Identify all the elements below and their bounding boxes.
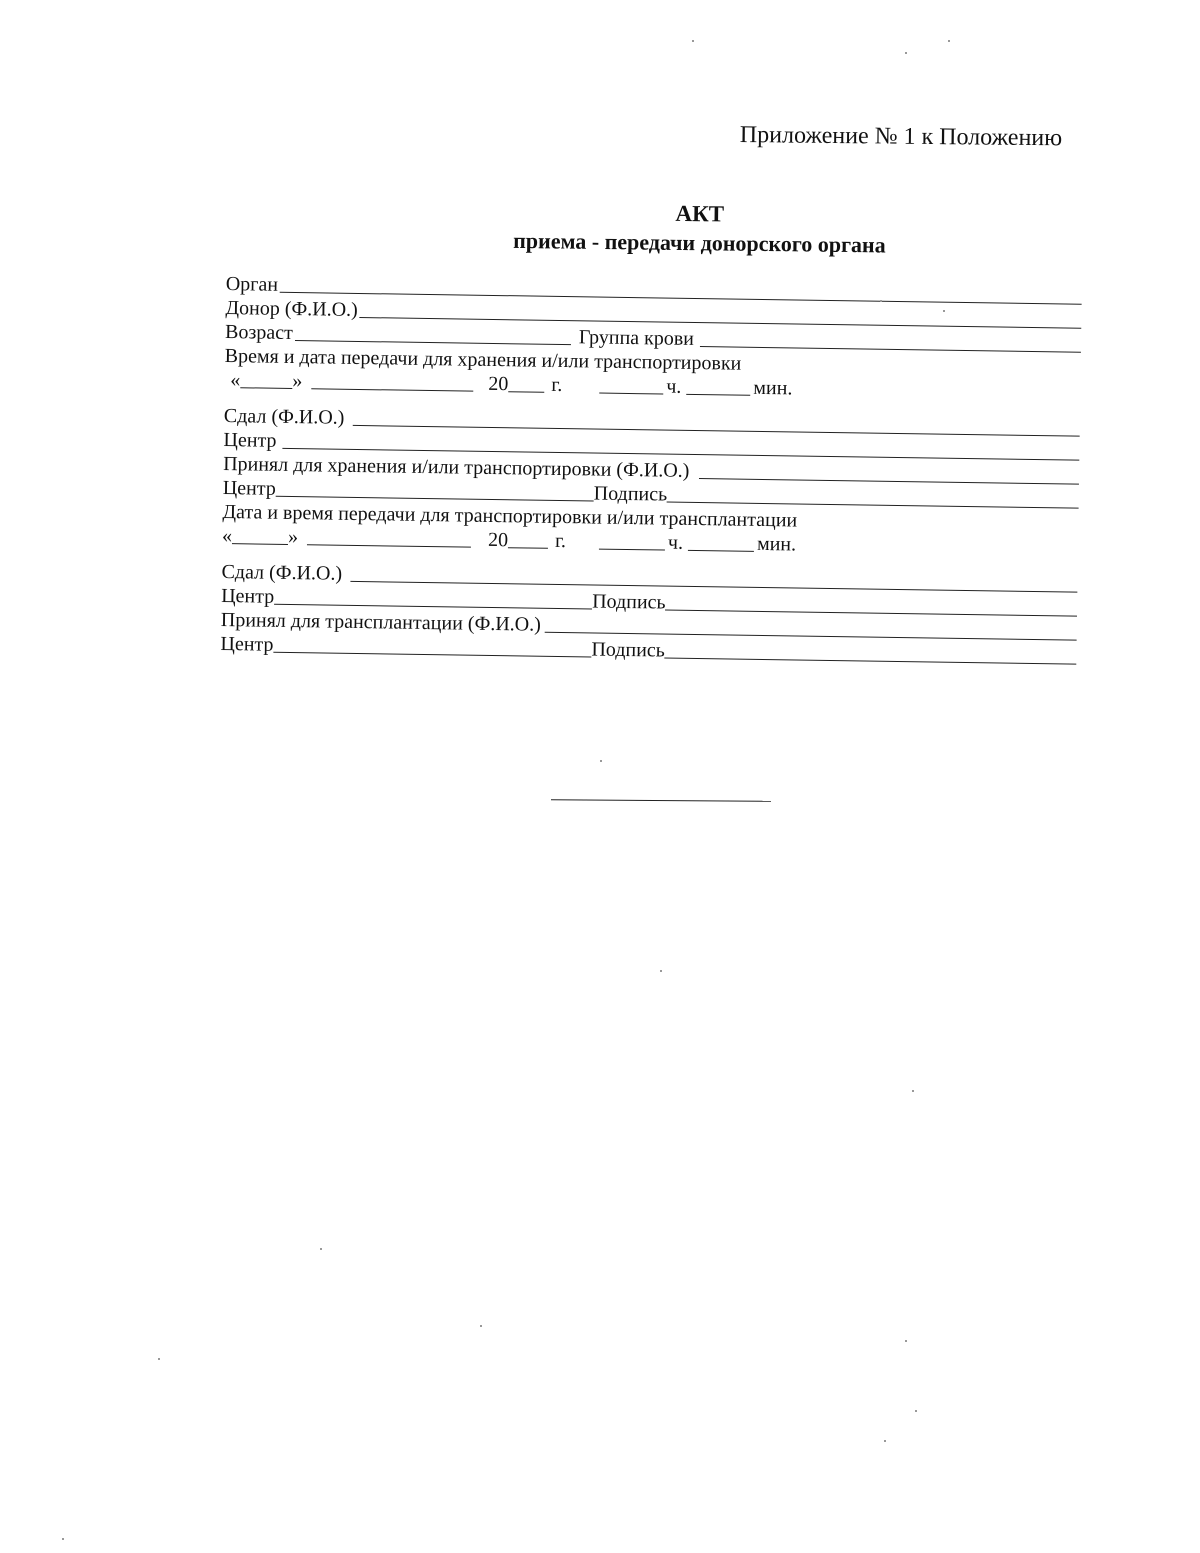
scan-speck: [158, 1358, 160, 1360]
center-label-3: Центр: [221, 584, 275, 608]
age-label: Возраст: [224, 320, 294, 344]
date2-open-quote: «: [221, 524, 233, 548]
donor-label: Донор (Ф.И.О.): [225, 296, 358, 321]
date2-month-field[interactable]: [307, 543, 471, 547]
closing-divider: [551, 799, 771, 802]
organ-label: Орган: [225, 272, 279, 296]
scan-speck: [905, 52, 907, 54]
scan-speck: [915, 1410, 917, 1412]
document-subtitle: приема - передачи донорского органа: [513, 227, 886, 258]
center-label-4: Центр: [220, 632, 274, 656]
handed-over-label-2: Сдал (Ф.И.О.): [221, 560, 343, 585]
center-field-4[interactable]: [273, 651, 591, 658]
date2-year-field[interactable]: [508, 546, 548, 549]
scan-speck: [905, 1340, 907, 1342]
date1-hours-field[interactable]: [599, 392, 663, 395]
document-title-block: [439, 196, 960, 260]
accepted-storage-label: Принял для хранения и/или транспортировки (Ф.И.О.): [222, 452, 690, 482]
age-field-line[interactable]: [295, 339, 571, 345]
signature-label-3: Подпись: [592, 590, 666, 614]
date2-year-prefix: 20: [487, 528, 509, 552]
scan-speck: [62, 1538, 64, 1540]
scan-speck: [880, 300, 882, 302]
date2-hours-label: ч.: [667, 531, 684, 554]
blood-group-label: Группа крови: [578, 326, 695, 350]
date1-minutes-label: мин.: [753, 376, 793, 400]
scan-speck: [480, 1325, 482, 1327]
scan-speck: [943, 310, 945, 312]
scan-speck: [912, 1090, 914, 1092]
date1-year-prefix: 20: [488, 372, 509, 396]
date1-close-quote: »: [292, 369, 303, 393]
center-field-3[interactable]: [274, 603, 592, 610]
date1-year-field[interactable]: [508, 390, 544, 393]
date2-hours-field[interactable]: [599, 548, 665, 551]
date1-open-quote: «: [230, 369, 241, 392]
date2-close-quote: »: [287, 525, 299, 549]
date1-day-field[interactable]: [240, 386, 292, 389]
signature-label-4: Подпись: [591, 638, 666, 662]
accepted-transplant-label: Принял для трансплантации (Ф.И.О.): [220, 608, 542, 636]
center-label-2: Центр: [222, 476, 276, 500]
scan-speck: [948, 40, 950, 42]
scan-speck: [660, 970, 662, 972]
document-title: АКТ: [675, 200, 725, 227]
center-label-1: Центр: [223, 428, 277, 452]
transplant-time-label: Дата и время передачи для транспортировки и/или трансплантации: [222, 500, 798, 532]
scan-speck: [692, 40, 694, 42]
storage-time-label: Время и дата передачи для хранения и/или транспортировки: [224, 344, 742, 375]
signature-field-4[interactable]: [665, 657, 1077, 665]
date2-day-field[interactable]: [232, 542, 288, 545]
scan-speck: [320, 1248, 322, 1250]
date2-minutes-field[interactable]: [688, 549, 754, 552]
scan-speck: [884, 1440, 886, 1442]
date2-year-suffix: г.: [554, 529, 567, 553]
handed-over-label-1: Сдал (Ф.И.О.): [223, 404, 345, 429]
signature-label-2: Подпись: [593, 482, 668, 506]
center-field-2[interactable]: [276, 495, 594, 502]
date1-year-suffix: г.: [551, 373, 563, 397]
scan-speck: [600, 760, 602, 762]
appendix-reference: Приложение № 1 к Положению: [739, 122, 1063, 152]
date1-hours-label: ч.: [666, 375, 682, 398]
date2-minutes-label: мин.: [756, 532, 797, 556]
date1-month-field[interactable]: [311, 387, 473, 391]
date1-minutes-field[interactable]: [686, 393, 750, 396]
transfer-form: [220, 272, 1082, 669]
